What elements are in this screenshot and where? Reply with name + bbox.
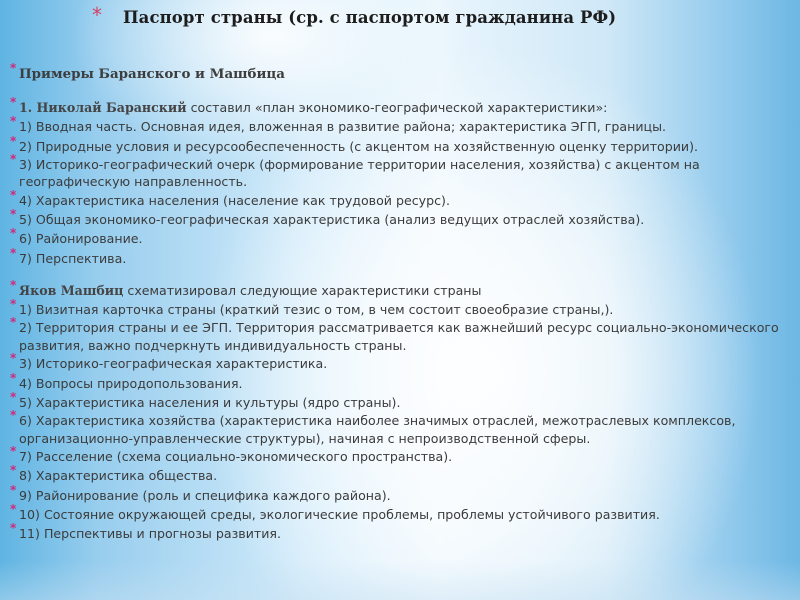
bullet-icon: * bbox=[10, 297, 17, 312]
list-item bbox=[10, 151, 783, 191]
list-item-text: 7) Перспектива. bbox=[19, 250, 127, 266]
bullet-icon: * bbox=[10, 151, 17, 166]
list-item bbox=[10, 226, 783, 248]
section1-list bbox=[10, 114, 783, 268]
bullet-icon: * bbox=[10, 444, 17, 458]
list-item bbox=[10, 444, 783, 466]
bullet-icon: * bbox=[10, 389, 17, 404]
bullet-icon: * bbox=[10, 315, 17, 330]
bullet-icon: * bbox=[10, 114, 17, 129]
section1-heading-text: Примеры Баранского и Машбица bbox=[19, 66, 285, 82]
list-item-text: 11) Перспективы и прогнозы развития. bbox=[19, 526, 281, 542]
list-item-text: 2) Природные условия и ресурсообеспеченность (с акцентом на хозяйственную оценку территории). bbox=[19, 138, 699, 154]
list-item-text: 5) Общая экономико-географическая характеристика (анализ ведущих отраслей хозяйства). bbox=[19, 212, 645, 227]
bullet-icon: * bbox=[10, 521, 17, 536]
list-item-text: 3) Историко-географическая характеристика. bbox=[19, 356, 328, 372]
list-item-text: 3) Историко-географический очерк (формирование территории населения, хозяйства) с акцентом на географическую направленность. bbox=[19, 156, 700, 190]
list-item bbox=[10, 315, 783, 354]
list-item bbox=[10, 501, 783, 524]
list-item bbox=[10, 482, 783, 505]
list-item bbox=[10, 351, 783, 373]
list-item bbox=[10, 187, 783, 210]
bullet-icon: * bbox=[10, 351, 17, 366]
title-bullet-icon: * bbox=[92, 3, 102, 27]
bullet-icon: * bbox=[10, 133, 17, 148]
list-item bbox=[10, 245, 783, 268]
bullet-icon: * bbox=[10, 482, 17, 497]
bullet-icon: * bbox=[10, 61, 17, 75]
bullet-icon: * bbox=[10, 187, 17, 202]
author-mashbits: Яков Машбиц bbox=[19, 282, 124, 298]
list-item-text: 5) Характеристика населения и культуры (ядро страны). bbox=[19, 394, 401, 410]
bullet-icon: * bbox=[10, 245, 17, 260]
list-item-text: 2) Территория страны и ее ЭГП. Территория рассматривается как важнейший ресурс социально-экономического развития, важно подчеркнуть индивидуальность страны. bbox=[19, 320, 779, 353]
background-decoration bbox=[0, 560, 800, 600]
bullet-icon: * bbox=[10, 408, 17, 423]
author-baransky: 1. Николай Баранский bbox=[19, 100, 187, 115]
list-item-text: 4) Характеристика населения (население как трудовой ресурс). bbox=[19, 192, 450, 208]
list-item bbox=[10, 297, 783, 319]
section2-list bbox=[10, 297, 783, 543]
bullet-icon: * bbox=[10, 277, 17, 292]
list-item-text: 4) Вопросы природопользования. bbox=[19, 375, 243, 391]
list-item-text: 1) Вводная часть. Основная идея, вложенная в развитие района; характеристика ЭГП, границы. bbox=[19, 119, 667, 135]
bullet-icon: * bbox=[10, 226, 17, 241]
list-item-text: 6) Районирование. bbox=[19, 231, 143, 247]
section2-intro bbox=[10, 277, 783, 300]
list-item-text: 1) Визитная карточка страны (краткий тезис о том, в чем состоит своеобразие страны,). bbox=[19, 302, 614, 318]
list-item bbox=[10, 521, 783, 543]
list-item-text: 6) Характеристика хозяйства (характеристика наиболее значимых отраслей, межотраслевых комплексов, организационно-управленческие структуры), начиная с непроизводственной сферы. bbox=[19, 413, 736, 446]
list-item bbox=[10, 114, 783, 136]
slide-title: Паспорт страны (ср. с паспортом гражданина РФ) bbox=[123, 8, 617, 27]
list-item bbox=[10, 370, 783, 393]
slide-content bbox=[10, 58, 783, 543]
list-item-text: 8) Характеристика общества. bbox=[19, 468, 218, 484]
bullet-icon: * bbox=[10, 463, 17, 478]
bullet-icon: * bbox=[10, 95, 17, 109]
section1-intro-text: составил «план экономико-географической характеристики»: bbox=[186, 100, 608, 115]
list-item bbox=[10, 133, 783, 156]
bullet-icon: * bbox=[10, 501, 17, 516]
list-item-text: 9) Районирование (роль и специфика каждого района). bbox=[19, 487, 391, 503]
list-item bbox=[10, 207, 783, 229]
section1-heading bbox=[10, 61, 783, 82]
list-item-text: 10) Состояние окружающей среды, экологические проблемы, проблемы устойчивого развития. bbox=[19, 506, 660, 522]
bullet-icon: * bbox=[10, 370, 17, 385]
list-item bbox=[10, 463, 783, 485]
list-item bbox=[10, 408, 783, 447]
bullet-icon: * bbox=[10, 207, 17, 221]
list-item-text: 7) Расселение (схема социально-экономического пространства). bbox=[19, 449, 453, 464]
section1-intro bbox=[10, 95, 783, 117]
list-item bbox=[10, 389, 783, 412]
section2-intro-text: схематизировал следующие характеристики страны bbox=[123, 282, 482, 298]
